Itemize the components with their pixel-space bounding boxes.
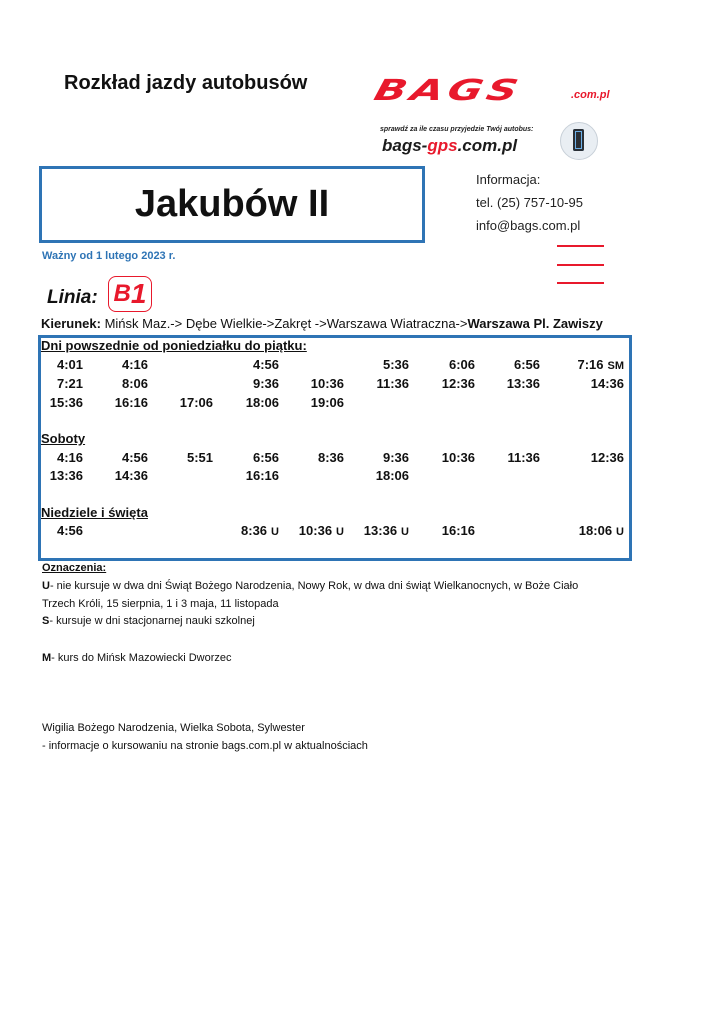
line-label: Linia: [47, 287, 98, 308]
info-email: info@bags.com.pl [476, 218, 581, 233]
info-phone: tel. (25) 757-10-95 [476, 195, 583, 210]
gps-url: bags-gps.com.pl [382, 136, 518, 155]
departure-time: 9:36 [252, 376, 279, 391]
departure-time: 4:56 [121, 450, 148, 465]
sundays-heading: Niedziele i święta [41, 505, 148, 520]
valid-from: Ważny od 1 lutego 2023 r. [42, 250, 176, 262]
departure-time: 16:16 [114, 395, 148, 410]
departure-time: 6:56 [252, 450, 279, 465]
departure-time: 10:36 [441, 450, 475, 465]
departure-time: 13:36 U [363, 523, 409, 538]
departure-time: 8:06 [121, 376, 148, 391]
departure-time: 8:36 [317, 450, 344, 465]
departure-time: 12:36 [590, 450, 624, 465]
departure-time: 5:51 [186, 450, 213, 465]
gps-banner [380, 126, 600, 160]
page-title: Rozkład jazdy autobusów [64, 72, 308, 94]
departure-time: 17:06 [179, 395, 213, 410]
gps-tagline: sprawdź za ile czasu przyjedzie Twój autobus: [380, 126, 534, 133]
table-row [41, 376, 631, 393]
departure-marker: SM [607, 360, 624, 372]
bags-logo [370, 73, 640, 107]
departure-time: 15:36 [49, 395, 83, 410]
departure-time: 16:16 [441, 523, 475, 538]
legend-u-cont: Trzech Króli, 15 sierpnia, 1 i 3 maja, 11 listopada [42, 598, 279, 610]
line-letter: B [113, 280, 131, 307]
departure-time: 4:16 [121, 357, 148, 372]
departure-time: 9:36 [382, 450, 409, 465]
contact-info [476, 168, 583, 237]
departure-time: 12:36 [441, 376, 475, 391]
direction [41, 316, 603, 331]
table-row [41, 357, 631, 374]
departure-time: 14:36 [590, 376, 624, 391]
departure-time: 4:56 [56, 523, 83, 538]
departure-time: 5:36 [382, 357, 409, 372]
smartphone-icon [560, 122, 598, 160]
table-row [41, 468, 631, 485]
table-row [41, 523, 631, 540]
direction-route: Mińsk Maz.-> Dębe Wielkie->Zakręt ->Warszawa Wiatraczna-> [100, 316, 468, 331]
line-number: 1 [130, 278, 147, 309]
logo-suffix: .com.pl [571, 89, 610, 101]
departure-time: 4:01 [56, 357, 83, 372]
decorative-line [557, 245, 604, 247]
legend-heading: Oznaczenia: [42, 562, 107, 574]
departure-time: 18:06 [245, 395, 279, 410]
saturdays-heading: Soboty [41, 431, 86, 446]
logo-text: BAGS [370, 73, 527, 107]
departure-time: 10:36 U [298, 523, 344, 538]
legend-s: S- kursuje w dni stacjonarnej nauki szkolnej [42, 615, 255, 627]
decorative-line [557, 282, 604, 284]
departure-time: 11:36 [376, 376, 409, 391]
legend-m: M- kurs do Mińsk Mazowiecki Dworzec [42, 652, 232, 664]
departure-marker: U [336, 526, 344, 538]
decorative-line [557, 264, 604, 266]
table-row [41, 395, 631, 412]
departure-time: 16:16 [245, 468, 279, 483]
stop-name-box [39, 166, 425, 243]
direction-destination: Warszawa Pl. Zawiszy [467, 316, 603, 331]
departure-time: 14:36 [114, 468, 148, 483]
departure-time: 7:21 [56, 376, 83, 391]
stop-name: Jakubów II [134, 183, 330, 225]
departure-time: 11:36 [507, 450, 540, 465]
departure-marker: U [401, 526, 409, 538]
departure-time: 13:36 [49, 468, 83, 483]
departure-time: 10:36 [310, 376, 344, 391]
line-badge [108, 276, 152, 312]
departure-marker: U [271, 526, 279, 538]
note-holidays: Wigilia Bożego Narodzenia, Wielka Sobota, Sylwester [42, 722, 305, 734]
departure-time: 8:36 U [241, 523, 279, 538]
departure-marker: U [616, 526, 624, 538]
weekdays-heading: Dni powszednie od poniedziałku do piątku: [41, 338, 307, 353]
departure-time: 6:06 [448, 357, 475, 372]
info-label: Informacja: [476, 172, 541, 187]
departure-time: 13:36 [506, 376, 540, 391]
departure-time: 4:16 [56, 450, 83, 465]
departure-time: 18:06 U [578, 523, 624, 538]
departure-time: 4:56 [252, 357, 279, 372]
legend-u: U- nie kursuje w dwa dni Świąt Bożego Narodzenia, Nowy Rok, w dwa dni świąt Wielkanocnych, w Boże Ciało [42, 580, 579, 592]
departure-time: 19:06 [310, 395, 344, 410]
table-row [41, 450, 631, 467]
departure-time: 6:56 [513, 357, 540, 372]
note-info: - informacje o kursowaniu na stronie bags.com.pl w aktualnościach [42, 740, 368, 752]
departure-time: 7:16 SM [577, 357, 624, 372]
direction-label: Kierunek: [41, 316, 101, 331]
departure-time: 18:06 [375, 468, 409, 483]
